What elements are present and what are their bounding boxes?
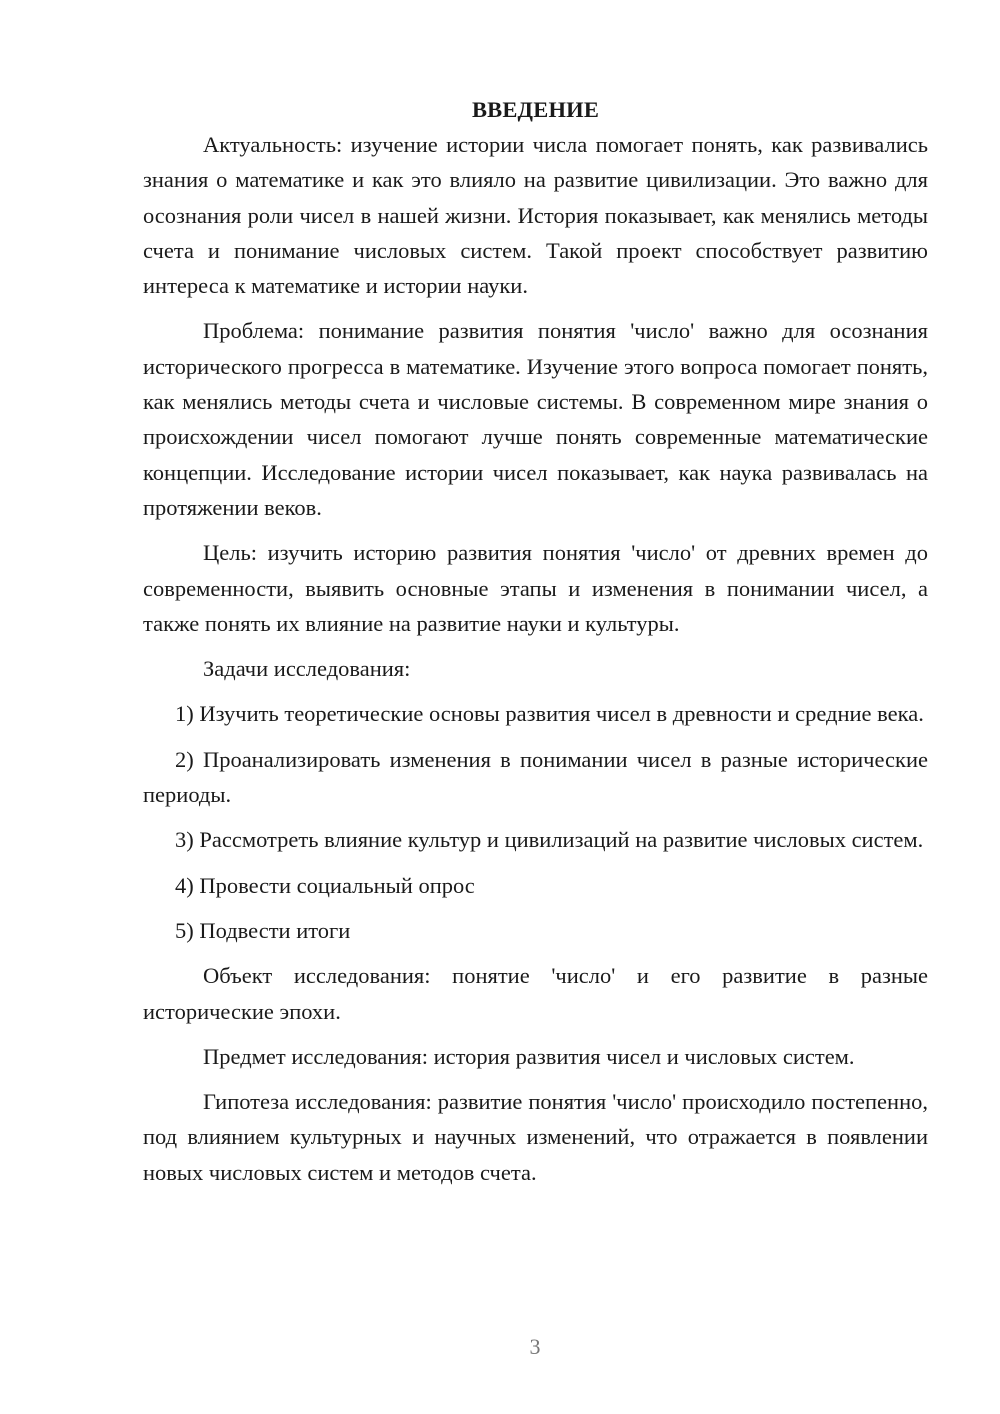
task-item-3: 3) Рассмотреть влияние культур и цивилизаций на развитие числовых систем. <box>175 827 924 853</box>
page-number: 3 <box>529 1334 541 1359</box>
task-item-4: 4) Провести социальный опрос <box>175 872 475 898</box>
paragraph-goal: Цель: изучить историю развития понятия 'число' от древних времен до современности, выявить основные этапы и изменения в понимании чисел, а также понять их влияние на развитие науки и культуры. <box>143 540 928 636</box>
task-item-1: 1) Изучить теоретические основы развития чисел в древности и средние века. <box>175 701 924 727</box>
document-page <box>143 92 928 1200</box>
paragraph-problem: Проблема: понимание развития понятия 'число' важно для осознания исторического прогресса в математике. Изучение этого вопроса помогает понять, как менялись методы счета и числовые системы. В современном мире знания о происхождении чисел помогают лучше понять современные математические концепции. Исследование истории чисел показывает, как наука развивалась на протяжении веков. <box>143 318 928 520</box>
task-item-5: 5) Подвести итоги <box>175 917 351 943</box>
paragraph-subject: Предмет исследования: история развития чисел и числовых систем. <box>203 1043 855 1069</box>
task-item-2: 2) Проанализировать изменения в понимании чисел в разные исторические периоды. <box>143 746 928 808</box>
paragraph-tasks-title: Задачи исследования: <box>203 656 411 682</box>
paragraph-hypothesis: Гипотеза исследования: развитие понятия 'число' происходило постепенно, под влиянием культурных и научных изменений, что отражается в появлении новых числовых систем и методов счета. <box>143 1089 928 1185</box>
section-heading: ВВЕДЕНИЕ <box>471 97 600 122</box>
paragraph-relevance: Актуальность: изучение истории числа помогает понять, как развивались знания о математике и как это влияло на развитие цивилизации. Это важно для осознания роли чисел в нашей жизни. История показывает, как менялись методы счета и понимание числовых систем. Такой проект способствует развитию интереса к математике и истории науки. <box>143 132 928 299</box>
paragraph-object: Объект исследования: понятие 'число' и его развитие в разные исторические эпохи. <box>143 963 928 1024</box>
